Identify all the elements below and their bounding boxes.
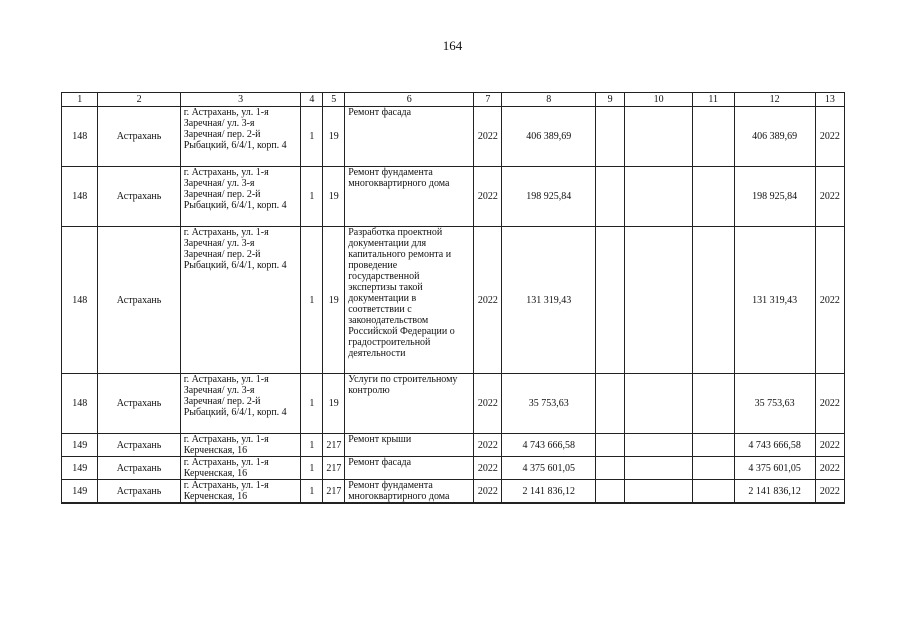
end-year-cell: 2022 xyxy=(815,374,844,434)
table-row xyxy=(62,374,845,434)
address-cell: г. Астрахань, ул. 1-я Керченская, 16 xyxy=(180,434,301,457)
table-row xyxy=(62,480,845,504)
table-row xyxy=(62,167,845,227)
column-header: 11 xyxy=(692,93,734,107)
table-row xyxy=(62,227,845,374)
cost-cell: 4 375 601,05 xyxy=(502,457,596,480)
col9-cell xyxy=(596,107,625,167)
work-type-cell: Ремонт фасада xyxy=(345,457,474,480)
col11-cell xyxy=(692,167,734,227)
col4-cell: 1 xyxy=(301,457,323,480)
municipality-cell: Астрахань xyxy=(98,227,180,374)
total-cost-cell: 4 375 601,05 xyxy=(734,457,815,480)
end-year-cell: 2022 xyxy=(815,457,844,480)
total-cost-cell: 35 753,63 xyxy=(734,374,815,434)
work-type-cell: Ремонт фасада xyxy=(345,107,474,167)
total-cost-cell: 4 743 666,58 xyxy=(734,434,815,457)
capital-repair-table xyxy=(61,92,845,504)
column-header: 2 xyxy=(98,93,180,107)
col9-cell xyxy=(596,167,625,227)
col4-cell: 1 xyxy=(301,374,323,434)
row-number: 148 xyxy=(62,107,98,167)
year-cell: 2022 xyxy=(474,227,502,374)
column-header: 4 xyxy=(301,93,323,107)
column-header: 6 xyxy=(345,93,474,107)
total-cost-cell: 198 925,84 xyxy=(734,167,815,227)
year-cell: 2022 xyxy=(474,434,502,457)
end-year-cell: 2022 xyxy=(815,107,844,167)
address-cell: г. Астрахань, ул. 1-я Заречная/ ул. 3-я Заречная/ пер. 2-й Рыбацкий, 6/4/1, корп. 4 xyxy=(180,107,301,167)
cost-cell: 131 319,43 xyxy=(502,227,596,374)
row-number: 149 xyxy=(62,480,98,504)
row-number: 148 xyxy=(62,227,98,374)
cost-cell: 198 925,84 xyxy=(502,167,596,227)
col10-cell xyxy=(625,434,693,457)
col10-cell xyxy=(625,480,693,504)
cost-cell: 2 141 836,12 xyxy=(502,480,596,504)
work-type-cell: Ремонт крыши xyxy=(345,434,474,457)
col11-cell xyxy=(692,434,734,457)
col4-cell: 1 xyxy=(301,227,323,374)
col4-cell: 1 xyxy=(301,434,323,457)
column-header: 8 xyxy=(502,93,596,107)
cost-cell: 406 389,69 xyxy=(502,107,596,167)
column-header: 9 xyxy=(596,93,625,107)
col11-cell xyxy=(692,374,734,434)
municipality-cell: Астрахань xyxy=(98,107,180,167)
municipality-cell: Астрахань xyxy=(98,167,180,227)
column-header: 3 xyxy=(180,93,301,107)
municipality-cell: Астрахань xyxy=(98,434,180,457)
address-cell: г. Астрахань, ул. 1-я Заречная/ ул. 3-я Заречная/ пер. 2-й Рыбацкий, 6/4/1, корп. 4 xyxy=(180,227,301,374)
column-header: 13 xyxy=(815,93,844,107)
col11-cell xyxy=(692,227,734,374)
table-row xyxy=(62,434,845,457)
col10-cell xyxy=(625,107,693,167)
col9-cell xyxy=(596,457,625,480)
cost-cell: 4 743 666,58 xyxy=(502,434,596,457)
col9-cell xyxy=(596,434,625,457)
total-cost-cell: 131 319,43 xyxy=(734,227,815,374)
year-cell: 2022 xyxy=(474,374,502,434)
col5-cell: 19 xyxy=(323,227,345,374)
col9-cell xyxy=(596,227,625,374)
end-year-cell: 2022 xyxy=(815,480,844,504)
row-number: 148 xyxy=(62,374,98,434)
column-header: 12 xyxy=(734,93,815,107)
row-number: 148 xyxy=(62,167,98,227)
work-type-cell: Услуги по строительному контролю xyxy=(345,374,474,434)
col10-cell xyxy=(625,374,693,434)
col5-cell: 217 xyxy=(323,457,345,480)
col10-cell xyxy=(625,167,693,227)
column-header: 10 xyxy=(625,93,693,107)
column-number-row xyxy=(62,93,845,107)
col11-cell xyxy=(692,107,734,167)
col11-cell xyxy=(692,480,734,504)
row-number: 149 xyxy=(62,434,98,457)
col10-cell xyxy=(625,457,693,480)
page-number: 164 xyxy=(442,38,463,53)
col4-cell: 1 xyxy=(301,167,323,227)
work-type-cell: Разработка проектной документации для капитального ремонта и проведение государственной экспертизы такой документации в соответствии с законодательством Российской Федерации о градостроительной деятельности xyxy=(345,227,474,374)
col5-cell: 19 xyxy=(323,167,345,227)
work-type-cell: Ремонт фундамента многоквартирного дома xyxy=(345,480,474,504)
end-year-cell: 2022 xyxy=(815,434,844,457)
col4-cell: 1 xyxy=(301,480,323,504)
table-row xyxy=(62,107,845,167)
col5-cell: 217 xyxy=(323,480,345,504)
address-cell: г. Астрахань, ул. 1-я Заречная/ ул. 3-я Заречная/ пер. 2-й Рыбацкий, 6/4/1, корп. 4 xyxy=(180,374,301,434)
table-row xyxy=(62,457,845,480)
address-cell: г. Астрахань, ул. 1-я Заречная/ ул. 3-я Заречная/ пер. 2-й Рыбацкий, 6/4/1, корп. 4 xyxy=(180,167,301,227)
municipality-cell: Астрахань xyxy=(98,374,180,434)
year-cell: 2022 xyxy=(474,480,502,504)
address-cell: г. Астрахань, ул. 1-я Керченская, 16 xyxy=(180,480,301,504)
year-cell: 2022 xyxy=(474,167,502,227)
col5-cell: 19 xyxy=(323,107,345,167)
col9-cell xyxy=(596,480,625,504)
total-cost-cell: 2 141 836,12 xyxy=(734,480,815,504)
col5-cell: 217 xyxy=(323,434,345,457)
municipality-cell: Астрахань xyxy=(98,480,180,504)
total-cost-cell: 406 389,69 xyxy=(734,107,815,167)
col11-cell xyxy=(692,457,734,480)
row-number: 149 xyxy=(62,457,98,480)
column-header: 1 xyxy=(62,93,98,107)
cost-cell: 35 753,63 xyxy=(502,374,596,434)
address-cell: г. Астрахань, ул. 1-я Керченская, 16 xyxy=(180,457,301,480)
municipality-cell: Астрахань xyxy=(98,457,180,480)
column-header: 7 xyxy=(474,93,502,107)
year-cell: 2022 xyxy=(474,457,502,480)
col10-cell xyxy=(625,227,693,374)
end-year-cell: 2022 xyxy=(815,167,844,227)
column-header: 5 xyxy=(323,93,345,107)
col5-cell: 19 xyxy=(323,374,345,434)
end-year-cell: 2022 xyxy=(815,227,844,374)
col9-cell xyxy=(596,374,625,434)
work-type-cell: Ремонт фундамента многоквартирного дома xyxy=(345,167,474,227)
year-cell: 2022 xyxy=(474,107,502,167)
col4-cell: 1 xyxy=(301,107,323,167)
